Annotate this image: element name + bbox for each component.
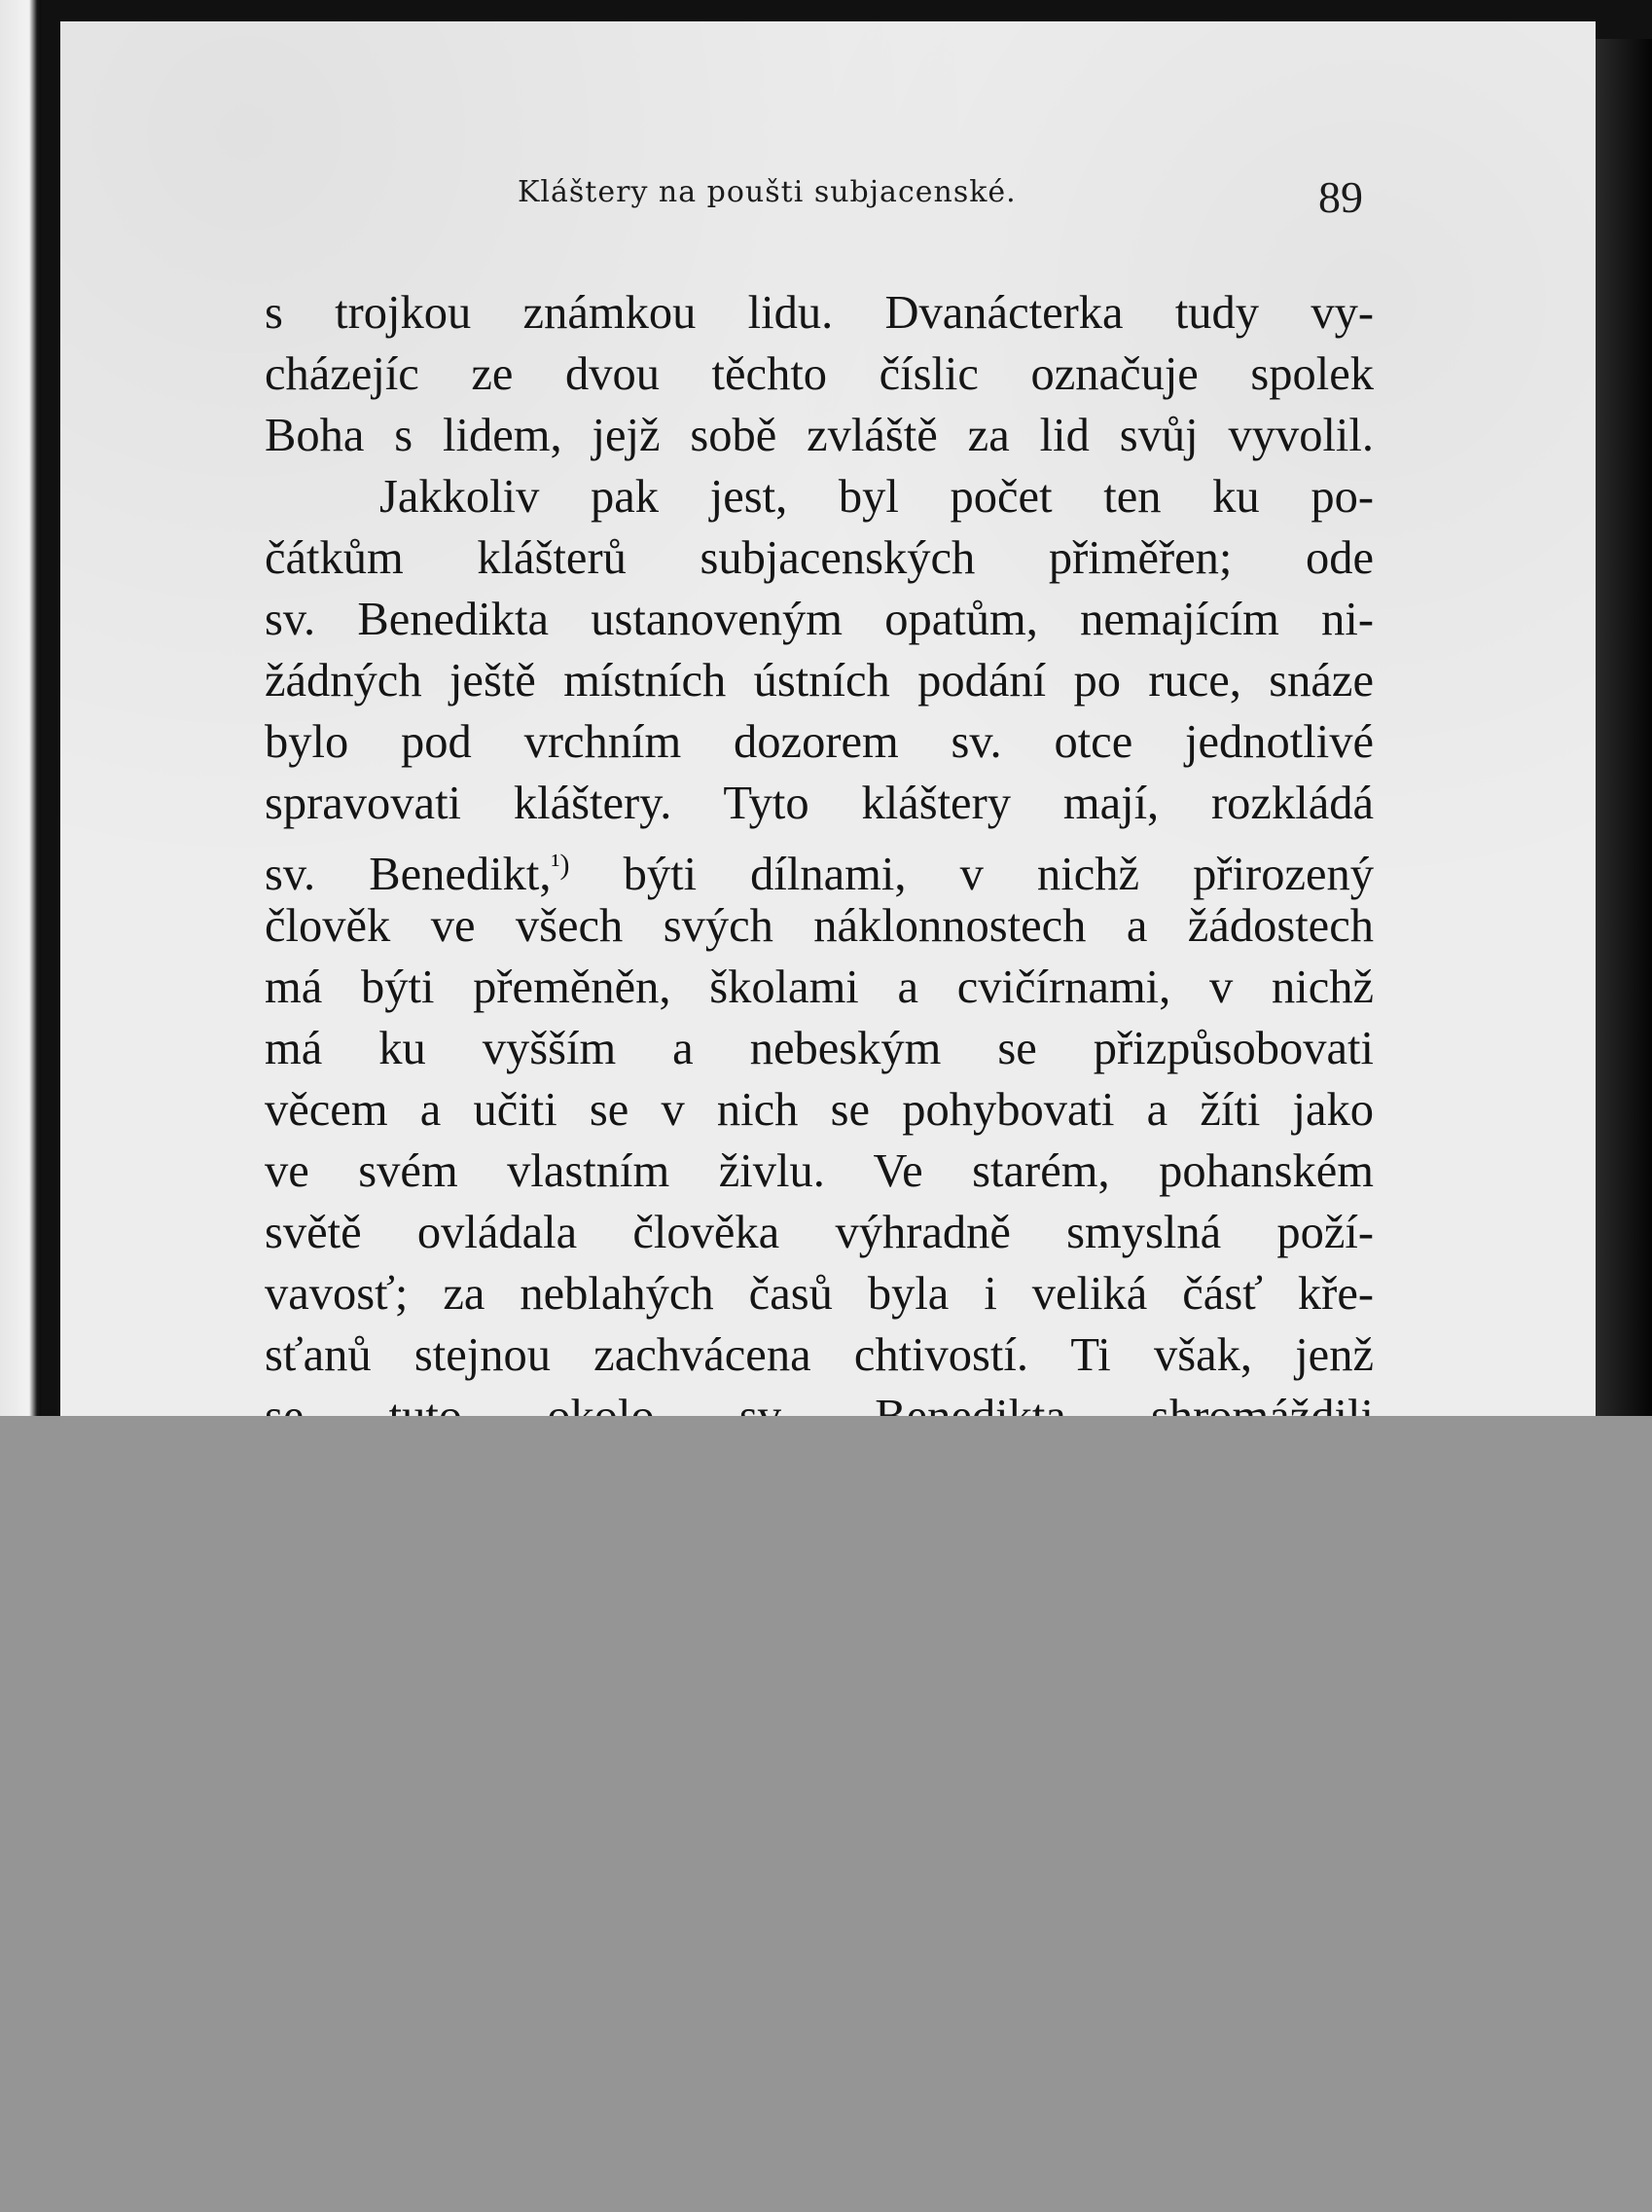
text-line: vavosť; za neblahých časů byla i veliká čásť kře- <box>265 1268 1374 1320</box>
footnote-mark: ¹) <box>551 849 570 881</box>
text-fragment: sv. Benedikt, <box>265 849 552 900</box>
text-line: věcem a učiti se v nich se pohybovati a žíti jako <box>265 1084 1374 1136</box>
text-line-cut-off <box>265 1386 1374 1403</box>
text-line: má býti přeměněn, školami a cvičírnami, v nichž <box>265 961 1374 1013</box>
text-line: Boha s lidem, jejž sobě zvláště za lid svůj vyvolil. <box>265 410 1374 461</box>
text-line: člověk ve všech svých náklonnostech a žádostech <box>265 900 1374 952</box>
text-line: spravovati kláštery. Tyto kláštery mají, rozkládá <box>265 778 1374 829</box>
text-line: žádných ještě místních ústních podání po ruce, snáze <box>265 655 1374 707</box>
text-fragment: býti dílnami, v nichž přirozený <box>623 849 1375 900</box>
text-line-with-footnote <box>265 834 1375 900</box>
page-number: 89 <box>1318 172 1363 222</box>
book-edge-shadow <box>1596 39 1652 1416</box>
text-line: Jakkoliv pak jest, byl počet ten ku po- <box>379 471 1374 523</box>
text-line: bylo pod vrchním dozorem sv. otce jednotlivé <box>265 716 1374 768</box>
text-line: čátkům klášterů subjacenských přiměřen; ode <box>265 532 1374 584</box>
text-line: světě ovládala člověka výhradně smyslná poží- <box>265 1207 1374 1258</box>
body-text <box>265 282 1374 1403</box>
text-line: cházejíc ze dvou těchto číslic označuje spolek <box>265 348 1374 400</box>
previous-page-edge <box>0 0 41 1416</box>
running-head: Kláštery na poušti subjacenské. <box>518 175 1017 209</box>
text-line: má ku vyšším a nebeským se přizpůsobovati <box>265 1023 1374 1074</box>
cropped-gray-area <box>0 1416 1652 2212</box>
text-line: sv. Benedikta ustanoveným opatům, nemajícím ni- <box>265 594 1374 645</box>
text-line: sťanů stejnou zachvácena chtivostí. Ti však, jenž <box>265 1329 1374 1381</box>
text-line: ve svém vlastním živlu. Ve starém, pohanském <box>265 1145 1374 1197</box>
text-line: s trojkou známkou lidu. Dvanácterka tudy vy- <box>265 287 1374 339</box>
